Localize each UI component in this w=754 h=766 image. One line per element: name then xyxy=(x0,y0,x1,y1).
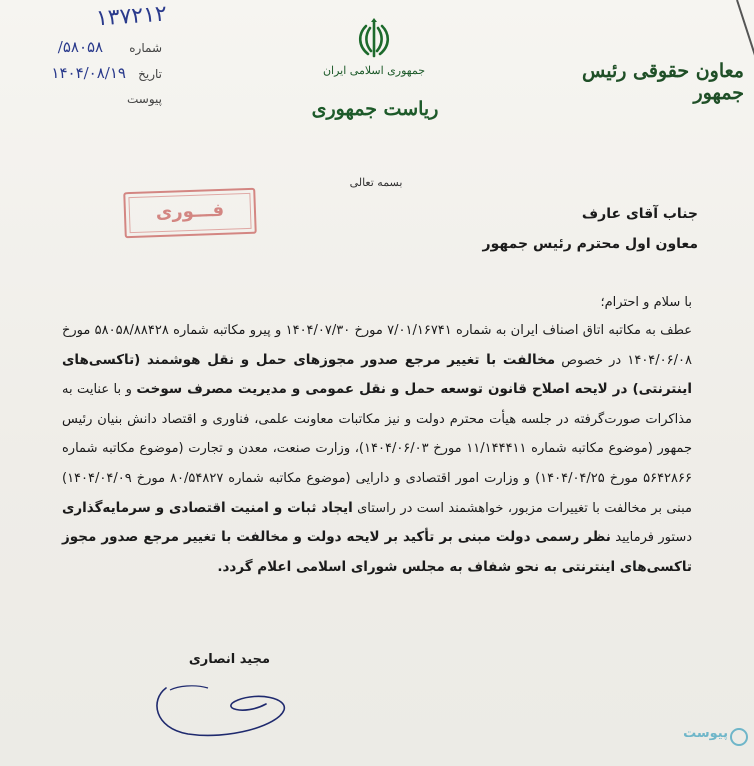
letter-number-label: شماره xyxy=(129,41,162,55)
body-part-1: عطف به مکاتبه اتاق اصناف ایران به شماره ۷/۰۱/۱۶۷۴۱ مورخ ۱۴۰۴/۰۷/۳۰ و پیرو مکاتبه شماره ۵۸۰۵۸/۸۸۴۲۸ مورخ ۱۴۰۴/۰۶/۰۸ در خصوص xyxy=(62,323,692,368)
body-bold-2: ایجاد ثبات و امنیت اقتصادی و سرمایه‌گذاری xyxy=(62,499,353,516)
deputy-title: معاون حقوقی رئیس جمهور xyxy=(581,60,744,104)
body-part-3: دستور فرمایید xyxy=(610,530,693,546)
letter-date-label: تاریخ xyxy=(138,67,162,81)
addressee-title: معاون اول محترم رئیس جمهور xyxy=(482,236,698,252)
letter-date-value: ۱۴۰۴/۰۸/۱۹ xyxy=(51,64,126,82)
basmala: بسمه تعالی xyxy=(349,176,403,189)
presidency-title: ریاست جمهوری xyxy=(311,98,439,120)
letter-body xyxy=(62,316,692,582)
source-watermark: پیوست xyxy=(683,726,728,741)
addressee-name: جناب آقای عارف xyxy=(581,206,698,222)
handwritten-reference-number: ۱۳۷۲۱۲ xyxy=(95,1,168,32)
watermark-logo-icon xyxy=(730,728,748,746)
republic-caption: جمهوری اسلامی ایران xyxy=(322,64,426,77)
urgent-stamp: فـــوری xyxy=(123,188,257,239)
greeting: با سلام و احترام؛ xyxy=(600,295,692,310)
letter-number-value: ۵۸۰۵۸/ xyxy=(57,38,104,56)
body-part-2: و با عنایت به مذاکرات صورت‌گرفته در جلسه هیأت محترم دولت و نیز مکاتبات معاونت علمی، فناوری و اقتصاد دانش بنیان رئیس جمهور (موضوع مکاتبه شماره ۱۱/۱۴۴۴۱۱ مورخ ۱۴۰۴/۰۶/۰۳)، وزارت صنعت، معدن و تجارت (موضوع مکاتبه شماره ۵۶۴۲۸۶۶ مورخ ۱۴۰۴/۰۴/۲۵) و وزارت امور اقتصادی و دارایی (موضوع مکاتبه شماره ۸۰/۵۴۸۲۷ مورخ ۱۴۰۴/۰۴/۰۹) مبنی بر مخالفت با تغییرات مزبور، خواهشمند است در راستای xyxy=(62,382,692,516)
letter-number-row xyxy=(12,38,162,56)
letter-date-row xyxy=(4,64,162,82)
paper-fold-line xyxy=(736,0,754,57)
signature-icon xyxy=(148,670,298,740)
body-bold-3: نظر رسمی دولت مبنی بر تأکید بر لایحه دولت و مخالفت با تغییر مرجع صدور مجوز تاکسی‌های اینترنتی به نحو شفاف به مجلس شورای اسلامی اعلام گردد. xyxy=(62,529,692,575)
attachment-label: پیوست xyxy=(127,92,162,106)
signer-name: مجید انصاری xyxy=(188,652,270,667)
iran-emblem-icon xyxy=(352,18,396,60)
attachment-row xyxy=(12,92,162,107)
body-bold-1: مخالفت با تغییر مرجع صدور مجوزهای حمل و نقل هوشمند (تاکسی‌های اینترنتی) در لایحه اصلاح قانون توسعه حمل و نقل عمومی و مدیریت مصرف سوخت xyxy=(62,351,692,398)
